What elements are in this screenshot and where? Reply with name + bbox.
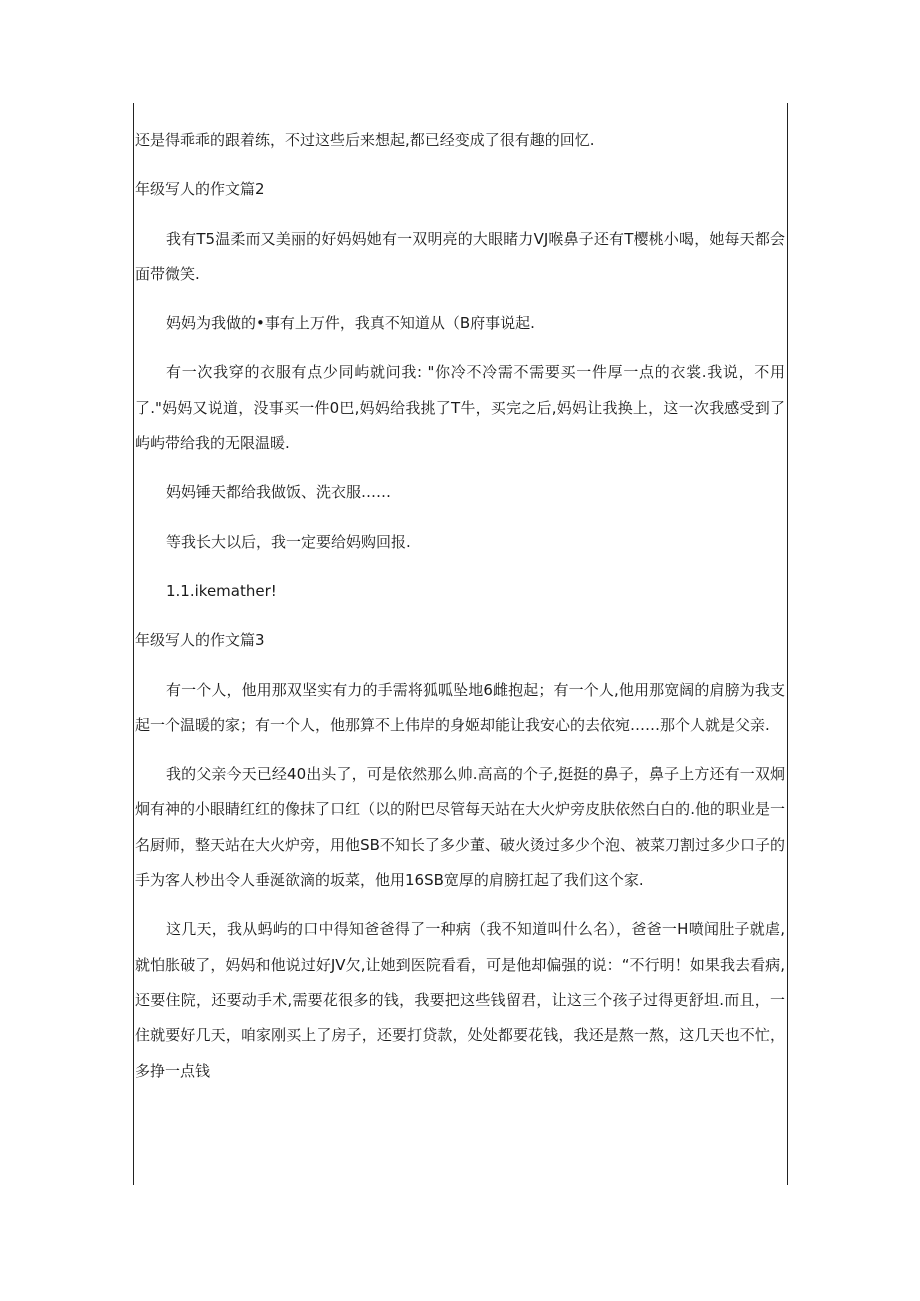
paragraph-8: 1.1.ikemather! [166,581,277,600]
right-border-line [787,103,788,1185]
document-body [135,123,785,1103]
paragraph-12: 这几天，我从蚂屿的口中得知爸爸得了一种病（我不知道叫什么名），爸爸一H喷闻肚子就虐,就怕胀破了，妈妈和他说过好JV欠,让她到医院看看，可是他却偏强的说：“不行明！如果我去看病,还要住院，还要动手术,需要花很多的钱，我要把这些钱留君，让这三个孩子过得更舒坦.而且，一住就要好几天，咱家刚买上了房子，还要打贷款，处处都要花钱，我还是熬一熬，这几天也不忙，多挣一点钱 [135,920,785,1080]
paragraph-10: 有一个人，他用那双坚实有力的手需将狐呱坠地6雌抱起；有一个人,他用那宽阔的肩膀为我支起一个温暖的家；有一个人，他那算不上伟岸的身姬却能让我安心的去依宛……那个人就是父亲. [135,680,785,734]
paragraph-1: 还是得乖乖的跟着练，不过这些后来想起,都已经变成了很有趣的回忆. [135,131,595,149]
paragraph-4: 妈妈为我做的•事有上万件，我真不知道从（B府事说起. [166,314,535,333]
paragraph-3: 我有T5温柔而又美丽的好妈妈她有一双明亮的大眼睹力VJ喉鼻子还有T樱桃小喝，她每天都会面带微笑. [135,229,785,283]
paragraph-5: 有一次我穿的衣服有点少同屿就问我: "你冷不冷需不需要买一件厚一点的衣裳.我说，不用了."妈妈又说道，没事买一件0巴,妈妈给我挑了T牛，买完之后,妈妈让我换上，这一次我感受到了屿屿带给我的无限温暖. [135,363,785,453]
section-heading-2: 年级写人的作文篇2 [135,180,265,199]
section-heading-3: 年级写人的作文篇3 [135,631,265,650]
paragraph-6: 妈妈锤天都给我做饭、洗衣服…… [166,483,392,502]
paragraph-11: 我的父亲今天已经40出头了，可是依然那么帅.高高的个子,挺挺的鼻子，鼻子上方还有一双炯炯有神的小眼睛红红的像抹了口红（以的附巴尽管每天站在大火炉旁皮肤依然白白的.他的职业是一名厨师，整天站在大火炉旁，用他SB不知长了多少董、破火烫过多少个泡、被菜刀割过多少口子的手为客人杪出令人垂涎欲滴的坂菜，他用16SB宽厚的肩膀扛起了我们这个家. [135,765,785,890]
paragraph-7: 等我长大以后，我一定要给妈购回报. [166,532,411,551]
left-border-line [133,103,134,1185]
